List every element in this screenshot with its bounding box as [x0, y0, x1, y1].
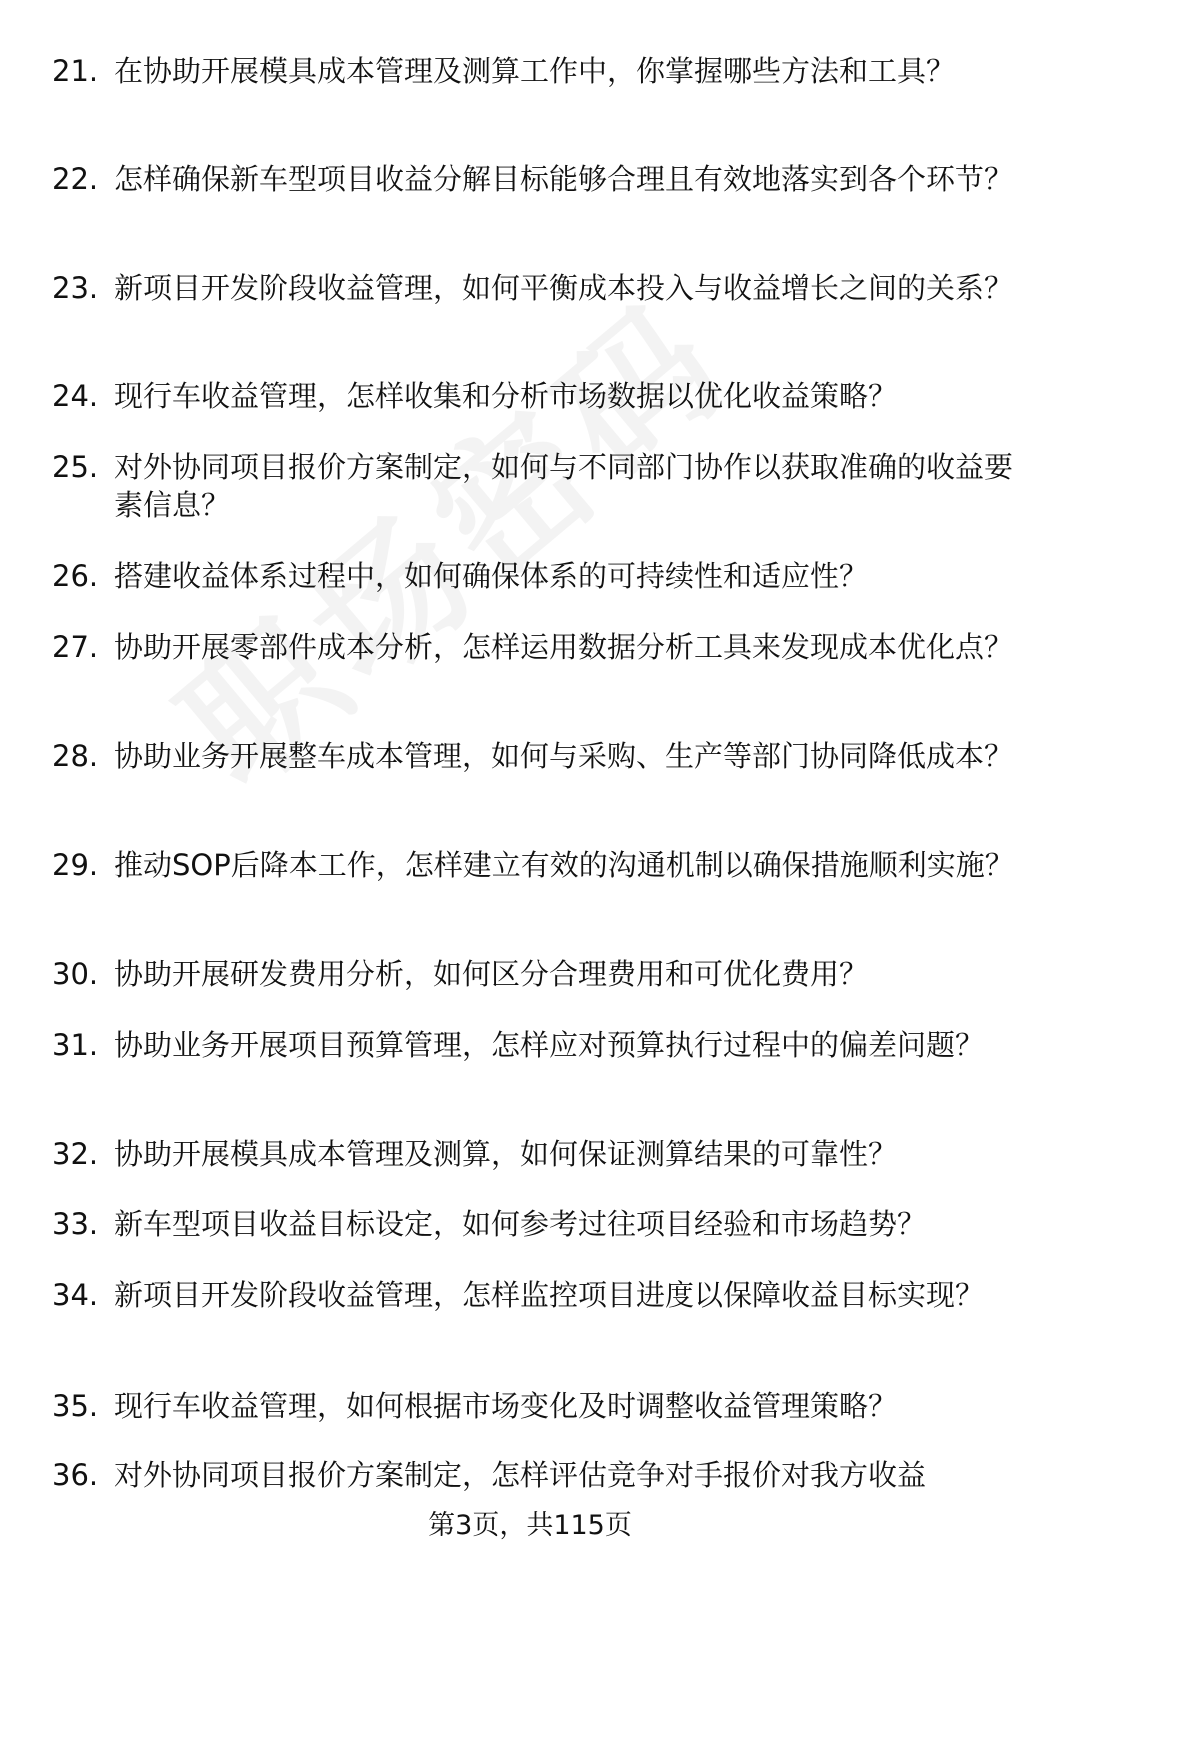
question-text: 协助开展零部件成本分析，怎样运用数据分析工具来发现成本优化点？ — [114, 630, 1014, 664]
question-number: 25. — [52, 450, 99, 484]
question-number: 32. — [52, 1137, 99, 1171]
question-text: 协助业务开展项目预算管理，怎样应对预算执行过程中的偏差问题？ — [114, 1028, 985, 1062]
page-footer: 第3页，共115页 — [428, 1510, 632, 1541]
question-number: 31. — [52, 1028, 99, 1062]
question-text: 对外协同项目报价方案制定，怎样评估竞争对手报价对我方收益 — [114, 1458, 927, 1492]
question-text: 新项目开发阶段收益管理，如何平衡成本投入与收益增长之间的关系？ — [114, 271, 1014, 305]
question-number: 28. — [52, 739, 99, 773]
question-text: 搭建收益体系过程中，如何确保体系的可持续性和适应性？ — [114, 559, 869, 593]
question-number: 33. — [52, 1207, 99, 1241]
question-number: 22. — [52, 162, 99, 196]
question-text: 现行车收益管理，如何根据市场变化及时调整收益管理策略？ — [114, 1389, 898, 1423]
question-text: 协助开展模具成本管理及测算，如何保证测算结果的可靠性？ — [114, 1137, 898, 1171]
question-number: 23. — [52, 271, 99, 305]
question-number: 30. — [52, 957, 99, 991]
question-number: 21. — [52, 54, 99, 88]
question-number: 27. — [52, 630, 99, 664]
question-number: 24. — [52, 379, 99, 413]
question-text: 在协助开展模具成本管理及测算工作中，你掌握哪些方法和工具？ — [114, 54, 956, 88]
question-text: 怎样确保新车型项目收益分解目标能够合理且有效地落实到各个环节？ — [114, 162, 1014, 196]
question-text: 新项目开发阶段收益管理，怎样监控项目进度以保障收益目标实现？ — [114, 1278, 985, 1312]
question-text: 新车型项目收益目标设定，如何参考过往项目经验和市场趋势？ — [114, 1207, 927, 1241]
question-text: 协助开展研发费用分析，如何区分合理费用和可优化费用？ — [114, 957, 869, 991]
question-number: 34. — [52, 1278, 99, 1312]
question-number: 36. — [52, 1458, 99, 1492]
question-text: 对外协同项目报价方案制定，如何与不同部门协作以获取准确的收益要素信息？ — [114, 450, 1014, 522]
question-number: 29. — [52, 848, 99, 882]
question-text: 协助业务开展整车成本管理，如何与采购、生产等部门协同降低成本？ — [114, 739, 1014, 773]
question-text: 推动SOP后降本工作，怎样建立有效的沟通机制以确保措施顺利实施？ — [114, 848, 1014, 882]
question-number: 26. — [52, 559, 99, 593]
question-number: 35. — [52, 1389, 99, 1423]
question-text: 现行车收益管理，怎样收集和分析市场数据以优化收益策略？ — [114, 379, 898, 413]
